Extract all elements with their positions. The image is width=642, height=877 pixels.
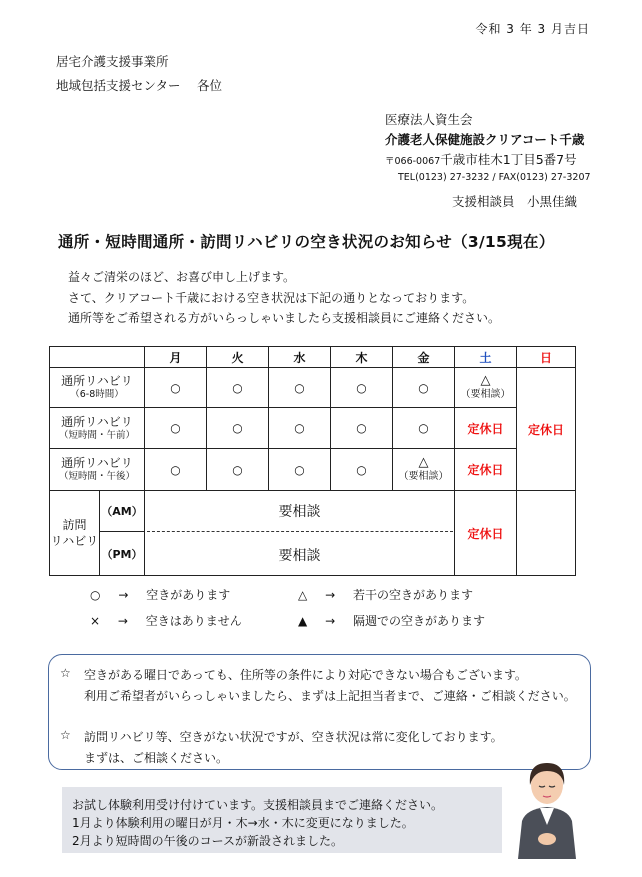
star-icon: ☆ [60,666,71,680]
recipient-line-1: 居宅介護支援事業所 [56,54,169,69]
row-label-sub: （6-8時間） [70,389,124,401]
notice-p2-line2: まずは、ご相談ください。 [84,751,229,765]
slot-r3-fri [392,448,455,491]
trial-line-1: お試し体験利用受け付けています。支援相談員までご連絡ください。 [72,798,444,812]
intro-line-2: さて、クリアコート千歳における空き状況は下記の通りとなっております。 [68,291,475,305]
sender-contact: 支援相談員 小黒佳織 [452,194,578,209]
day-header-tue: 火 [206,346,269,368]
slot-r1-sat [454,367,517,408]
am-pm-divider [147,531,453,532]
slot-r1-wed: ○ [268,367,331,408]
notice-p1-line2: 利用ご希望者がいらっしゃいましたら、まずは上記担当者まで、ご連絡・ご相談ください。 [84,689,576,703]
consult-note: （要相談） [398,471,449,483]
circle-icon: ○ [90,588,101,602]
availability-table [49,346,576,576]
intro-line-1: 益々ご清栄のほど、お喜び申し上げます。 [68,270,296,284]
table-corner [49,346,145,368]
intro-line-3: 通所等をご希望される方がいらっしゃいましたら支援相談員にご連絡ください。 [68,311,501,325]
day-header-mon: 月 [144,346,207,368]
day-header-wed: 水 [268,346,331,368]
visit-sun-cell [516,490,576,576]
trial-line-2: 1月より体験利用の曜日が月・木→水・木に変更になりました。 [72,816,414,830]
slot-r3-tue: ○ [206,448,269,491]
legend-biweekly [298,612,485,629]
day-header-thu: 木 [330,346,393,368]
notice-p1-line1: 空きがある曜日であっても、住所等の条件により対応できない場合もございます。 [84,668,527,682]
recipient-line-2: 地域包括支援センター 各位 [56,78,222,93]
consult-note: （要相談） [460,389,511,401]
arrow-icon: → [325,614,336,628]
row-label-main-2: リハビリ [50,534,99,548]
slot-r3-thu: ○ [330,448,393,491]
star-icon: ☆ [60,728,71,742]
document-date: 令和 3 年 3 月吉日 [475,22,590,36]
row-label-short-pm [49,448,145,491]
slot-r1-fri: ○ [392,367,455,408]
slot-r3-mon: ○ [144,448,207,491]
legend-text: 空きはありません [145,614,242,628]
sender-facility: 介護老人保健施設クリアコート千歳 [385,132,585,147]
triangle-mark: △ [418,455,429,471]
day-header-fri: 金 [392,346,455,368]
legend-none [90,612,242,629]
row-label-sub: （短時間・午後） [58,471,135,483]
street-address: 千歳市桂木1丁目5番7号 [440,152,577,167]
legend-few [298,586,473,603]
row-label-main: 通所リハビリ [61,414,133,429]
slot-r3-wed: ○ [268,448,331,491]
row-label-short-am [49,407,145,449]
page-title: 通所・短時間通所・訪問リハビリの空き状況のお知らせ（3/15現在） [58,233,555,251]
row-label-home-visit [49,490,100,576]
slot-r2-mon: ○ [144,407,207,449]
slot-r3-sat-closed: 定休日 [454,448,517,491]
visit-pm-status: 要相談 [278,548,321,564]
row-label-daycare-6-8h [49,367,145,408]
slot-r2-wed: ○ [268,407,331,449]
visit-am-status: 要相談 [278,504,321,520]
filled-triangle-icon: ▲ [298,614,308,628]
visit-sat-closed: 定休日 [454,490,517,576]
sender-org: 医療法人資生会 [385,112,473,127]
slot-r1-tue: ○ [206,367,269,408]
arrow-icon: → [325,588,336,602]
legend-text: 隔週での空きがあります [352,614,485,628]
row-label-main: 通所リハビリ [61,374,133,388]
arrow-icon: → [117,614,128,628]
legend-text: 若干の空きがあります [352,588,473,602]
arrow-icon: → [118,588,129,602]
sender-tel-fax: TEL(0123) 27-3232 / FAX(0123) 27-3207 [398,172,591,183]
day-header-sat: 土 [454,346,517,368]
triangle-icon: △ [298,588,308,602]
notice-p2-line1: 訪問リハビリ等、空きがない状況ですが、空き状況は常に変化しております。 [84,730,503,744]
legend-text: 空きがあります [146,588,231,602]
sunday-closed: 定休日 [516,367,576,491]
slot-r2-tue: ○ [206,407,269,449]
am-label: （AM） [99,490,145,532]
trial-line-3: 2月より短時間の午後のコースが新設されました。 [72,834,344,848]
row-label-main: 訪問 [62,517,87,532]
day-header-sun: 日 [516,346,576,368]
triangle-mark: △ [480,373,491,389]
postal-code: 〒066-0067 [385,156,441,167]
legend-available [90,586,230,603]
row-label-sub: （短時間・午前） [58,429,135,441]
slot-r1-mon: ○ [144,367,207,408]
slot-r2-thu: ○ [330,407,393,449]
sender-address [385,150,577,168]
slot-r2-sat-closed: 定休日 [454,407,517,449]
slot-r1-thu: ○ [330,367,393,408]
slot-r2-fri: ○ [392,407,455,449]
row-label-main: 通所リハビリ [61,456,133,470]
bowing-staff-illustration [508,755,586,859]
cross-icon: × [90,614,101,628]
pm-label: （PM） [99,531,145,576]
